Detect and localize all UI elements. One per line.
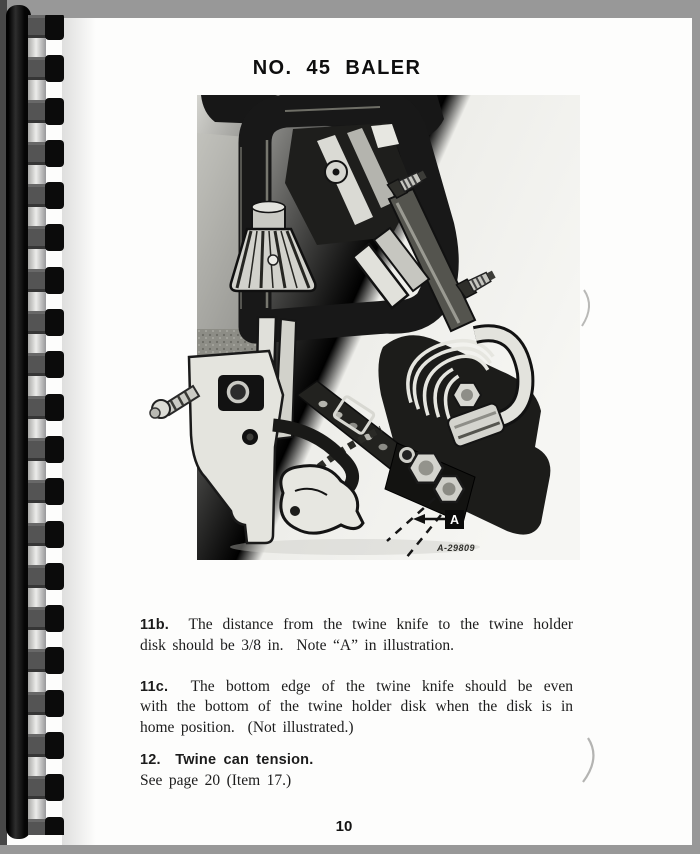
paragraph-heading — [140, 750, 573, 771]
tooth-gap — [28, 672, 46, 691]
tooth-gap — [28, 165, 46, 184]
tooth-gap — [28, 292, 46, 311]
paragraph-label: 12. — [140, 751, 161, 768]
label-a-text: A — [449, 513, 460, 527]
binding-teeth — [26, 15, 66, 835]
tooth-gap — [28, 461, 46, 480]
instruction-line: 11b. The distance from the twine knife to the twine holder — [140, 616, 573, 633]
instruction-paragraphs — [140, 615, 573, 812]
instruction-line: with the bottom of the twine holder disk when the disk is in — [140, 698, 573, 716]
binding-tooth — [26, 15, 66, 57]
paragraph-label: 11b. — [140, 617, 170, 633]
tooth-tip — [45, 309, 64, 336]
tooth-tip — [45, 521, 64, 548]
baler-photo — [145, 95, 580, 560]
tooth-tip — [45, 15, 64, 40]
instruction-line: disk should be 3/8 in. Note “A” in illustration. — [140, 636, 454, 654]
binding-tooth — [26, 523, 66, 565]
tooth-tip — [45, 436, 64, 463]
instruction-line: 11c. The bottom edge of the twine knife should be even — [140, 677, 573, 695]
tooth-gap — [28, 715, 46, 734]
tooth-tip — [45, 478, 64, 505]
heading-text: Twine can tension. — [160, 751, 314, 768]
binding-shadow — [62, 18, 96, 845]
paragraph-11c — [140, 677, 573, 739]
spiral-binding — [0, 5, 66, 841]
binding-tooth — [26, 142, 66, 184]
tooth-tip — [45, 690, 64, 717]
tooth-tip — [45, 605, 64, 632]
binding-tooth — [26, 565, 66, 607]
tooth-tip — [45, 394, 64, 421]
tooth-tip — [45, 647, 64, 674]
binding-tooth — [26, 396, 66, 438]
binding-tooth — [26, 311, 66, 353]
page-number: 10 — [335, 818, 353, 835]
binding-tooth — [26, 269, 66, 311]
paragraph-11b — [140, 615, 573, 657]
binding-tooth — [26, 57, 66, 99]
tooth-tip — [45, 98, 64, 125]
tooth-gap — [28, 376, 46, 395]
binding-tooth — [26, 480, 66, 522]
tooth-tip — [45, 55, 64, 82]
tooth-gap — [28, 757, 46, 776]
binding-tooth — [26, 100, 66, 142]
tooth-gap — [28, 630, 46, 649]
tooth-tip — [45, 351, 64, 378]
tooth-gap — [28, 546, 46, 565]
tooth-tip — [45, 817, 64, 835]
tooth-tip — [45, 563, 64, 590]
tooth-gap — [28, 334, 46, 353]
instruction-line: See page 20 (Item 17.) — [140, 771, 292, 789]
tooth-gap — [28, 38, 46, 57]
tooth-tip — [45, 182, 64, 209]
paragraph-12 — [140, 750, 573, 792]
binding-tooth — [26, 734, 66, 776]
tooth-tip — [45, 140, 64, 167]
tooth-tip — [45, 732, 64, 759]
binding-tooth — [26, 184, 66, 226]
tooth-gap — [28, 799, 46, 818]
tooth-gap — [28, 123, 46, 142]
binding-tooth — [26, 819, 66, 835]
tooth-gap — [28, 80, 46, 99]
instruction-line: home position. (Not illustrated.) — [140, 719, 354, 737]
tooth-tip — [45, 267, 64, 294]
binding-tooth — [26, 226, 66, 268]
tooth-gap — [28, 419, 46, 438]
photo-id-text: A-29809 — [437, 543, 476, 553]
binding-tooth — [26, 692, 66, 734]
tooth-gap — [28, 503, 46, 522]
binding-tooth — [26, 607, 66, 649]
machinery-illustration — [145, 95, 580, 560]
tooth-tip — [45, 224, 64, 251]
binding-tooth — [26, 649, 66, 691]
tooth-tip — [45, 774, 64, 801]
tooth-gap — [28, 588, 46, 607]
page-title: NO. 45 BALER — [252, 57, 422, 79]
binding-tooth — [26, 776, 66, 818]
binding-tooth — [26, 353, 66, 395]
tooth-gap — [28, 207, 46, 226]
binding-tooth — [26, 438, 66, 480]
tooth-gap — [28, 249, 46, 268]
paragraph-label: 11c. — [140, 678, 169, 695]
